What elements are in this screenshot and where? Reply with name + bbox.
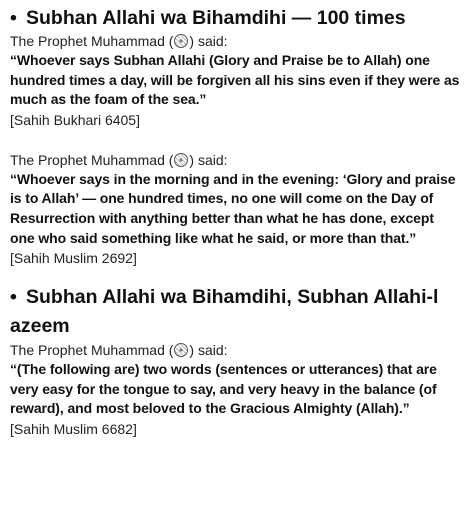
hadith-intro	[10, 151, 460, 170]
hadith-block	[10, 32, 460, 130]
intro-text: The Prophet Muhammad (	[10, 151, 174, 168]
section-100-times	[10, 6, 460, 268]
section-title-text: Subhan Allahi wa Bihamdihi, Subhan Allahi-l azeem	[10, 286, 439, 338]
hadith-block	[10, 341, 460, 439]
hadith-reference: [Sahih Muslim 2692]	[10, 250, 137, 267]
hadith-reference: [Sahih Muslim 6682]	[10, 420, 137, 437]
intro-text-end: ) said:	[189, 342, 228, 359]
intro-text: The Prophet Muhammad (	[10, 33, 174, 49]
hadith-intro	[10, 32, 460, 51]
pbuh-icon	[174, 343, 188, 357]
bullet-icon: •	[10, 286, 17, 309]
section-title	[10, 6, 460, 30]
hadith-quote: “Whoever says in the morning and in the evening: ‘Glory and praise is to Allah’ — one hundred times, no one will come on the Day of Resurrection with anything better than what he has done, except one who said something like what he said, or more than that.”	[10, 170, 456, 246]
hadith-block	[10, 151, 460, 268]
intro-text: The Prophet Muhammad (	[10, 342, 174, 359]
hadith-intro	[10, 341, 460, 360]
intro-text-end: ) said:	[189, 33, 228, 49]
section-title-text: Subhan Allahi wa Bihamdihi — 100 times	[26, 7, 406, 29]
pbuh-icon	[174, 34, 188, 48]
intro-text-end: ) said:	[189, 151, 228, 168]
bullet-icon: •	[10, 7, 17, 29]
pbuh-icon	[174, 153, 188, 167]
hadith-quote: “(The following are) two words (sentences or utterances) that are very easy for the tongue to say, and very heavy in the balance (of reward), and most beloved to the Gracious Almighty (Allah).”	[10, 361, 437, 417]
document-page	[10, 6, 460, 439]
section-subhan-allahi-l-azeem	[10, 283, 460, 439]
hadith-reference: [Sahih Bukhari 6405]	[10, 111, 140, 128]
hadith-quote: “Whoever says Subhan Allahi (Glory and Praise be to Allah) one hundred times a day, will be forgiven all his sins even if they were as much as the foam of the sea.”	[10, 52, 460, 108]
section-title	[10, 283, 460, 341]
